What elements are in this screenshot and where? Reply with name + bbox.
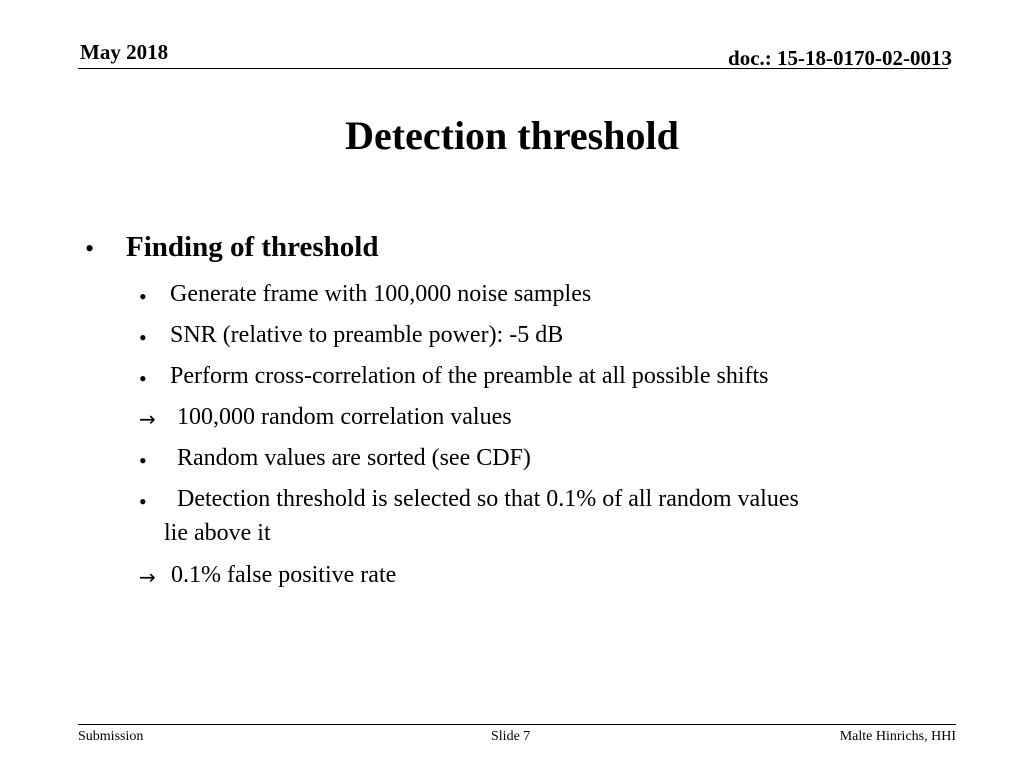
sub-bullet-continuation: lie above it <box>164 520 271 546</box>
sub-bullet-marker: • <box>139 366 147 391</box>
slide-title: Detection threshold <box>345 113 679 158</box>
main-bullet-marker: • <box>85 234 95 263</box>
arrow-icon: → <box>139 565 156 589</box>
sub-bullet-text: Detection threshold is selected so that 0.1% of all random values <box>177 486 799 512</box>
footer-slide-number: Slide 7 <box>491 729 531 744</box>
sub-bullet-marker: • <box>139 325 147 350</box>
sub-bullet-marker: • <box>139 448 147 473</box>
sub-bullet-text: Random values are sorted (see CDF) <box>177 445 531 471</box>
sub-bullet-marker: • <box>139 489 147 514</box>
footer-submission: Submission <box>78 729 144 744</box>
sub-bullet-marker: • <box>139 284 147 309</box>
footer-author: Malte Hinrichs, HHI <box>839 729 956 744</box>
sub-bullet-text: Generate frame with 100,000 noise samples <box>170 281 592 307</box>
sub-bullet-text: Perform cross-correlation of the preamble at all possible shifts <box>170 363 769 389</box>
header-rule <box>78 68 948 69</box>
arrow-item-text: 0.1% false positive rate <box>171 562 397 588</box>
arrow-item-text: 100,000 random correlation values <box>177 404 512 430</box>
sub-bullet-text: SNR (relative to preamble power): -5 dB <box>170 322 564 348</box>
header-date: May 2018 <box>80 40 169 64</box>
arrow-icon: → <box>139 407 156 431</box>
main-bullet-text: Finding of threshold <box>126 231 379 263</box>
footer-rule <box>78 724 956 725</box>
header-doc-number: doc.: 15-18-0170-02-0013 <box>728 46 952 70</box>
